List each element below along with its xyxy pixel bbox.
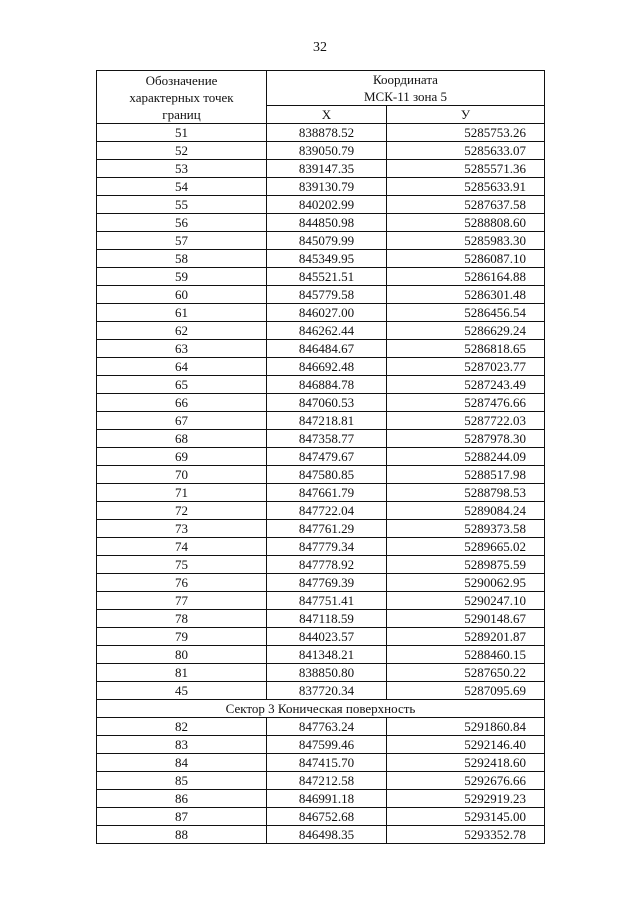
table-row	[97, 412, 545, 430]
table-row	[97, 304, 545, 322]
point-number-cell: 53	[97, 160, 267, 178]
x-coordinate-cell: 845521.51	[267, 268, 387, 286]
table-row	[97, 628, 545, 646]
table-row	[97, 430, 545, 448]
y-coordinate-cell: 5291860.84	[387, 718, 545, 736]
y-coordinate-cell: 5287722.03	[387, 412, 545, 430]
table-row	[97, 736, 545, 754]
x-coordinate-cell: 847661.79	[267, 484, 387, 502]
point-number-cell: 65	[97, 376, 267, 394]
y-coordinate-cell: 5285983.30	[387, 232, 545, 250]
y-column-header: У	[387, 106, 545, 124]
table-row	[97, 610, 545, 628]
point-number-cell: 58	[97, 250, 267, 268]
table-row	[97, 142, 545, 160]
sector-row	[97, 700, 545, 718]
y-coordinate-cell: 5285753.26	[387, 124, 545, 142]
table-row	[97, 358, 545, 376]
point-number-cell: 62	[97, 322, 267, 340]
y-coordinate-cell: 5286164.88	[387, 268, 545, 286]
table-row	[97, 286, 545, 304]
x-coordinate-cell: 847118.59	[267, 610, 387, 628]
x-coordinate-cell: 846484.67	[267, 340, 387, 358]
x-coordinate-cell: 838878.52	[267, 124, 387, 142]
y-coordinate-cell: 5286818.65	[387, 340, 545, 358]
table-row	[97, 574, 545, 592]
x-coordinate-cell: 847580.85	[267, 466, 387, 484]
x-coordinate-cell: 846884.78	[267, 376, 387, 394]
table-row	[97, 484, 545, 502]
y-coordinate-cell: 5285633.07	[387, 142, 545, 160]
y-coordinate-cell: 5287650.22	[387, 664, 545, 682]
x-coordinate-cell: 847212.58	[267, 772, 387, 790]
table-row	[97, 556, 545, 574]
x-coordinate-cell: 839147.35	[267, 160, 387, 178]
y-coordinate-cell: 5289201.87	[387, 628, 545, 646]
point-number-cell: 66	[97, 394, 267, 412]
x-coordinate-cell: 845349.95	[267, 250, 387, 268]
table-row	[97, 664, 545, 682]
point-number-cell: 81	[97, 664, 267, 682]
table-row	[97, 826, 545, 844]
y-coordinate-cell: 5289665.02	[387, 538, 545, 556]
point-number-cell: 74	[97, 538, 267, 556]
point-number-cell: 86	[97, 790, 267, 808]
y-coordinate-cell: 5290247.10	[387, 592, 545, 610]
y-coordinate-cell: 5290148.67	[387, 610, 545, 628]
point-column-header	[97, 71, 267, 124]
x-coordinate-cell: 847763.24	[267, 718, 387, 736]
y-coordinate-cell: 5289084.24	[387, 502, 545, 520]
point-number-cell: 69	[97, 448, 267, 466]
table-row	[97, 520, 545, 538]
table-row	[97, 772, 545, 790]
point-number-cell: 55	[97, 196, 267, 214]
x-coordinate-cell: 847779.34	[267, 538, 387, 556]
table-row	[97, 448, 545, 466]
point-number-cell: 67	[97, 412, 267, 430]
y-coordinate-cell: 5292919.23	[387, 790, 545, 808]
y-coordinate-cell: 5289875.59	[387, 556, 545, 574]
x-coordinate-cell: 847778.92	[267, 556, 387, 574]
table-row	[97, 592, 545, 610]
point-number-cell: 60	[97, 286, 267, 304]
x-coordinate-cell: 840202.99	[267, 196, 387, 214]
y-coordinate-cell: 5288808.60	[387, 214, 545, 232]
x-coordinate-cell: 838850.80	[267, 664, 387, 682]
point-header-line-2: характерных точек	[129, 89, 234, 105]
point-number-cell: 83	[97, 736, 267, 754]
point-number-cell: 68	[97, 430, 267, 448]
y-coordinate-cell: 5285633.91	[387, 178, 545, 196]
point-number-cell: 52	[97, 142, 267, 160]
table-row	[97, 808, 545, 826]
point-number-cell: 75	[97, 556, 267, 574]
table-row	[97, 718, 545, 736]
table-row	[97, 196, 545, 214]
table-row	[97, 232, 545, 250]
table-row	[97, 178, 545, 196]
y-coordinate-cell: 5286087.10	[387, 250, 545, 268]
point-number-cell: 87	[97, 808, 267, 826]
x-coordinate-cell: 839050.79	[267, 142, 387, 160]
x-coordinate-cell: 846752.68	[267, 808, 387, 826]
x-coordinate-cell: 845779.58	[267, 286, 387, 304]
table-row	[97, 682, 545, 700]
point-header-line-1: Обозначение	[145, 72, 218, 88]
y-coordinate-cell: 5292676.66	[387, 772, 545, 790]
x-coordinate-cell: 841348.21	[267, 646, 387, 664]
table-row	[97, 466, 545, 484]
table-row	[97, 502, 545, 520]
y-coordinate-cell: 5287023.77	[387, 358, 545, 376]
coordinate-header	[267, 71, 545, 106]
y-coordinate-cell: 5287095.69	[387, 682, 545, 700]
y-coordinate-cell: 5292146.40	[387, 736, 545, 754]
y-coordinate-cell: 5288517.98	[387, 466, 545, 484]
table-row	[97, 340, 545, 358]
x-coordinate-cell: 844850.98	[267, 214, 387, 232]
x-coordinate-cell: 839130.79	[267, 178, 387, 196]
table-row	[97, 124, 545, 142]
y-coordinate-cell: 5288244.09	[387, 448, 545, 466]
y-coordinate-cell: 5287476.66	[387, 394, 545, 412]
x-coordinate-cell: 847769.39	[267, 574, 387, 592]
point-number-cell: 64	[97, 358, 267, 376]
x-coordinate-cell: 847599.46	[267, 736, 387, 754]
x-coordinate-cell: 846498.35	[267, 826, 387, 844]
table-row	[97, 790, 545, 808]
y-coordinate-cell: 5290062.95	[387, 574, 545, 592]
x-coordinate-cell: 847415.70	[267, 754, 387, 772]
x-coordinate-cell: 846262.44	[267, 322, 387, 340]
point-number-cell: 54	[97, 178, 267, 196]
y-coordinate-cell: 5287243.49	[387, 376, 545, 394]
point-number-cell: 88	[97, 826, 267, 844]
table-row	[97, 538, 545, 556]
table-row	[97, 322, 545, 340]
x-coordinate-cell: 847060.53	[267, 394, 387, 412]
y-coordinate-cell: 5293352.78	[387, 826, 545, 844]
y-coordinate-cell: 5286629.24	[387, 322, 545, 340]
point-number-cell: 56	[97, 214, 267, 232]
point-number-cell: 79	[97, 628, 267, 646]
sector-label: Сектор 3 Коническая поверхность	[97, 700, 545, 718]
y-coordinate-cell: 5287637.58	[387, 196, 545, 214]
coordinate-header-line-1: Координата	[373, 72, 438, 87]
point-number-cell: 82	[97, 718, 267, 736]
x-coordinate-cell: 847479.67	[267, 448, 387, 466]
y-coordinate-cell: 5285571.36	[387, 160, 545, 178]
x-coordinate-cell: 847722.04	[267, 502, 387, 520]
table-row	[97, 394, 545, 412]
x-coordinate-cell: 847218.81	[267, 412, 387, 430]
table-row	[97, 268, 545, 286]
coordinate-header-line-2: МСК-11 зона 5	[363, 89, 448, 104]
point-number-cell: 59	[97, 268, 267, 286]
table-row	[97, 250, 545, 268]
point-number-cell: 61	[97, 304, 267, 322]
y-coordinate-cell: 5286301.48	[387, 286, 545, 304]
table-row	[97, 160, 545, 178]
table-row	[97, 376, 545, 394]
x-coordinate-cell: 846027.00	[267, 304, 387, 322]
point-number-cell: 80	[97, 646, 267, 664]
x-coordinate-cell: 837720.34	[267, 682, 387, 700]
y-coordinate-cell: 5293145.00	[387, 808, 545, 826]
x-coordinate-cell: 846991.18	[267, 790, 387, 808]
table-row	[97, 754, 545, 772]
point-number-cell: 57	[97, 232, 267, 250]
point-number-cell: 63	[97, 340, 267, 358]
y-coordinate-cell: 5288798.53	[387, 484, 545, 502]
point-number-cell: 51	[97, 124, 267, 142]
x-coordinate-cell: 847761.29	[267, 520, 387, 538]
x-coordinate-cell: 847358.77	[267, 430, 387, 448]
y-coordinate-cell: 5287978.30	[387, 430, 545, 448]
x-coordinate-cell: 847751.41	[267, 592, 387, 610]
point-header-line-3: границ	[162, 106, 201, 122]
point-number-cell: 77	[97, 592, 267, 610]
table-row	[97, 646, 545, 664]
point-number-cell: 45	[97, 682, 267, 700]
point-number-cell: 71	[97, 484, 267, 502]
y-coordinate-cell: 5289373.58	[387, 520, 545, 538]
point-number-cell: 84	[97, 754, 267, 772]
point-number-cell: 76	[97, 574, 267, 592]
point-number-cell: 85	[97, 772, 267, 790]
table-body-part-1	[97, 124, 545, 700]
x-column-header: X	[267, 106, 387, 124]
point-number-cell: 73	[97, 520, 267, 538]
point-number-cell: 70	[97, 466, 267, 484]
table-body-part-2	[97, 718, 545, 844]
page-number: 32	[313, 40, 327, 55]
x-coordinate-cell: 844023.57	[267, 628, 387, 646]
x-coordinate-cell: 845079.99	[267, 232, 387, 250]
y-coordinate-cell: 5286456.54	[387, 304, 545, 322]
x-coordinate-cell: 846692.48	[267, 358, 387, 376]
sector-divider	[97, 700, 545, 718]
coordinates-table	[96, 70, 545, 844]
point-number-cell: 78	[97, 610, 267, 628]
table-row	[97, 214, 545, 232]
point-number-cell: 72	[97, 502, 267, 520]
y-coordinate-cell: 5292418.60	[387, 754, 545, 772]
y-coordinate-cell: 5288460.15	[387, 646, 545, 664]
